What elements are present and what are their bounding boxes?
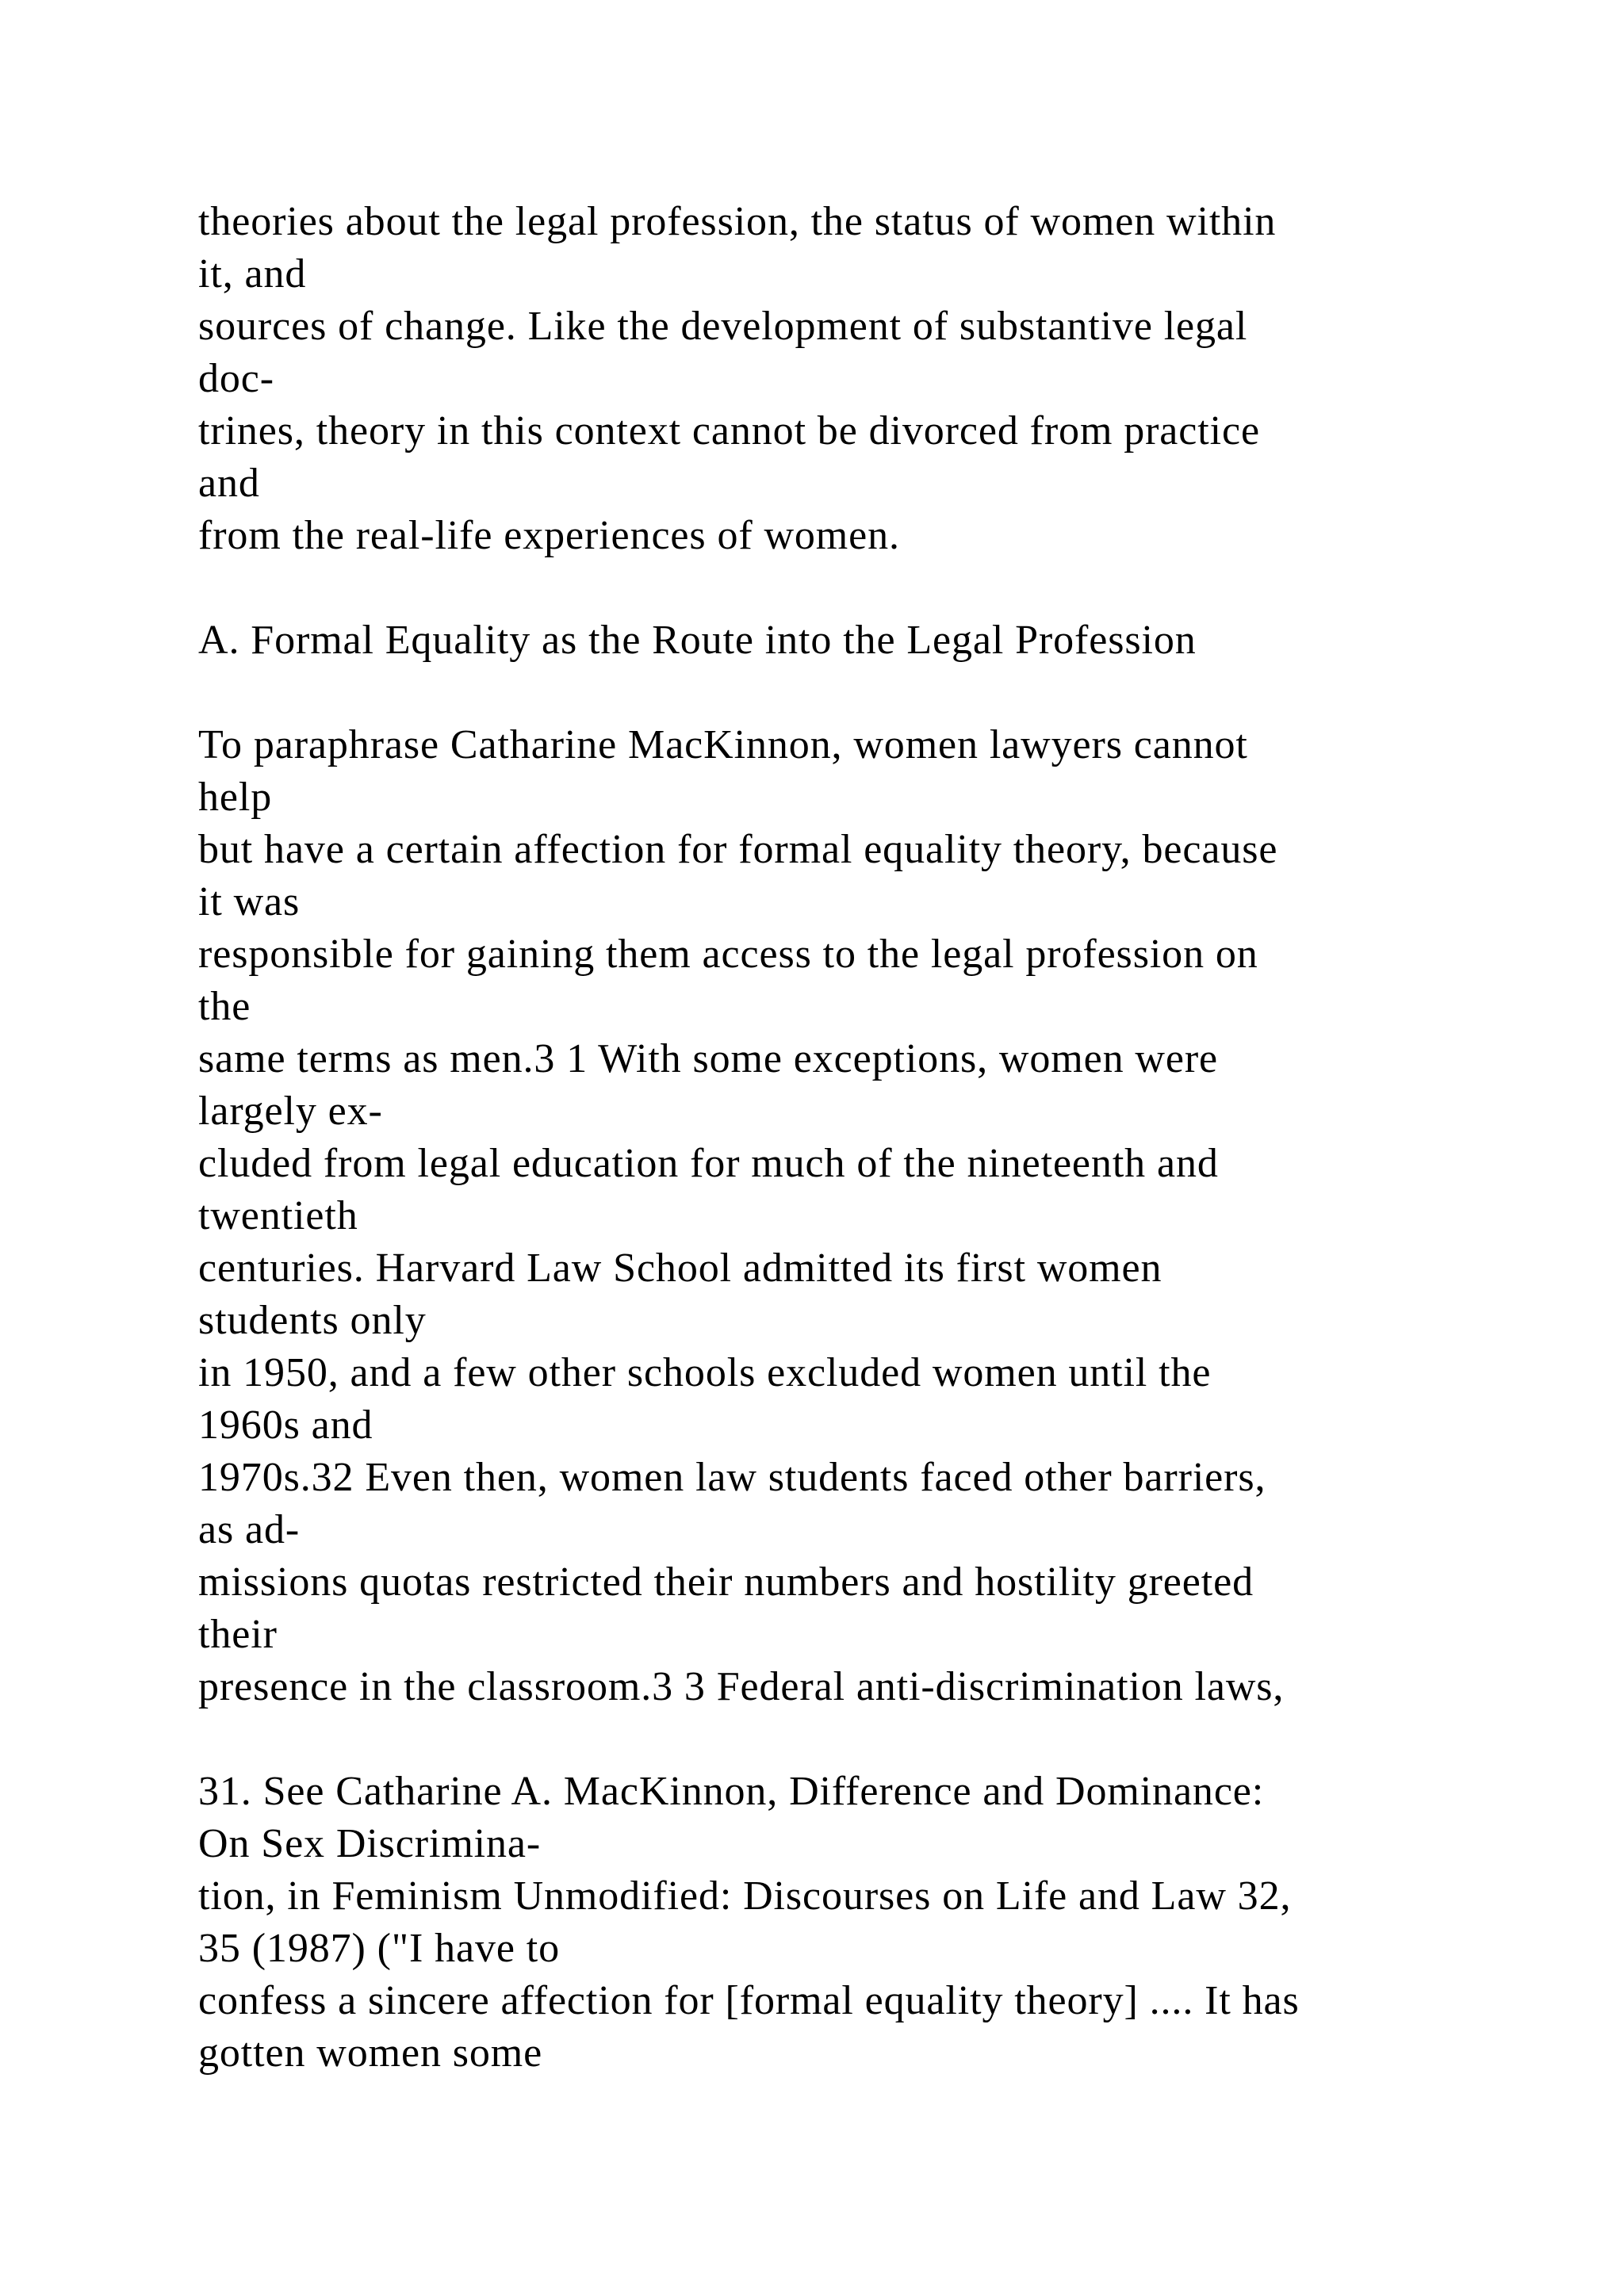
text-line: the [198, 984, 251, 1029]
text-line: presence in the classroom.3 3 Federal anti-discrimination laws, [198, 1664, 1285, 1709]
footnote-line: gotten women some [198, 2030, 543, 2076]
footnote-line: confess a sincere affection for [formal equality theory] .... It has [198, 1978, 1300, 2023]
text-line: sources of change. Like the development of substantive legal [198, 304, 1248, 349]
text-line: but have a certain affection for formal equality theory, because [198, 827, 1278, 872]
text-line: their [198, 1612, 278, 1657]
paragraph-spacer [198, 667, 1546, 719]
text-line: centuries. Harvard Law School admitted its first women [198, 1246, 1162, 1291]
text-line: and [198, 461, 260, 506]
text-line: To paraphrase Catharine MacKinnon, women lawyers cannot [198, 722, 1248, 767]
text-block [198, 196, 1546, 2080]
footnote-line: 31. See Catharine A. MacKinnon, Difference and Dominance: [198, 1769, 1265, 1814]
text-line: 1970s.32 Even then, women law students faced other barriers, [198, 1455, 1266, 1500]
text-line: theories about the legal profession, the status of women within [198, 199, 1277, 244]
paragraph-intro [198, 196, 1546, 562]
paragraph-formal-equality [198, 719, 1546, 1713]
text-line: in 1950, and a few other schools excluded women until the [198, 1350, 1212, 1395]
text-line: doc- [198, 356, 274, 401]
text-line: missions quotas restricted their numbers and hostility greeted [198, 1559, 1254, 1605]
paragraph-spacer [198, 1713, 1546, 1766]
text-line: it, and [198, 251, 307, 297]
text-line: from the real-life experiences of women. [198, 513, 900, 558]
text-line: twentieth [198, 1193, 358, 1238]
text-line: responsible for gaining them access to the legal profession on [198, 932, 1258, 977]
text-line: help [198, 775, 273, 820]
section-heading: A. Formal Equality as the Route into the Legal Profession [198, 618, 1197, 663]
text-line: cluded from legal education for much of the nineteenth and [198, 1141, 1219, 1186]
text-line: it was [198, 879, 301, 924]
text-line: students only [198, 1298, 427, 1343]
footnote-line: tion, in Feminism Unmodified: Discourses on Life and Law 32, [198, 1873, 1292, 1919]
text-line: largely ex- [198, 1089, 383, 1134]
paragraph-spacer [198, 562, 1546, 614]
footnote-31 [198, 1766, 1546, 2080]
text-line: 1960s and [198, 1402, 373, 1448]
footnote-line: 35 (1987) ("I have to [198, 1926, 560, 1971]
text-line: same terms as men.3 1 With some exceptions, women were [198, 1036, 1219, 1081]
text-line: as ad- [198, 1507, 301, 1552]
footnote-line: On Sex Discrimina- [198, 1821, 542, 1866]
text-line: trines, theory in this context cannot be divorced from practice [198, 408, 1260, 453]
